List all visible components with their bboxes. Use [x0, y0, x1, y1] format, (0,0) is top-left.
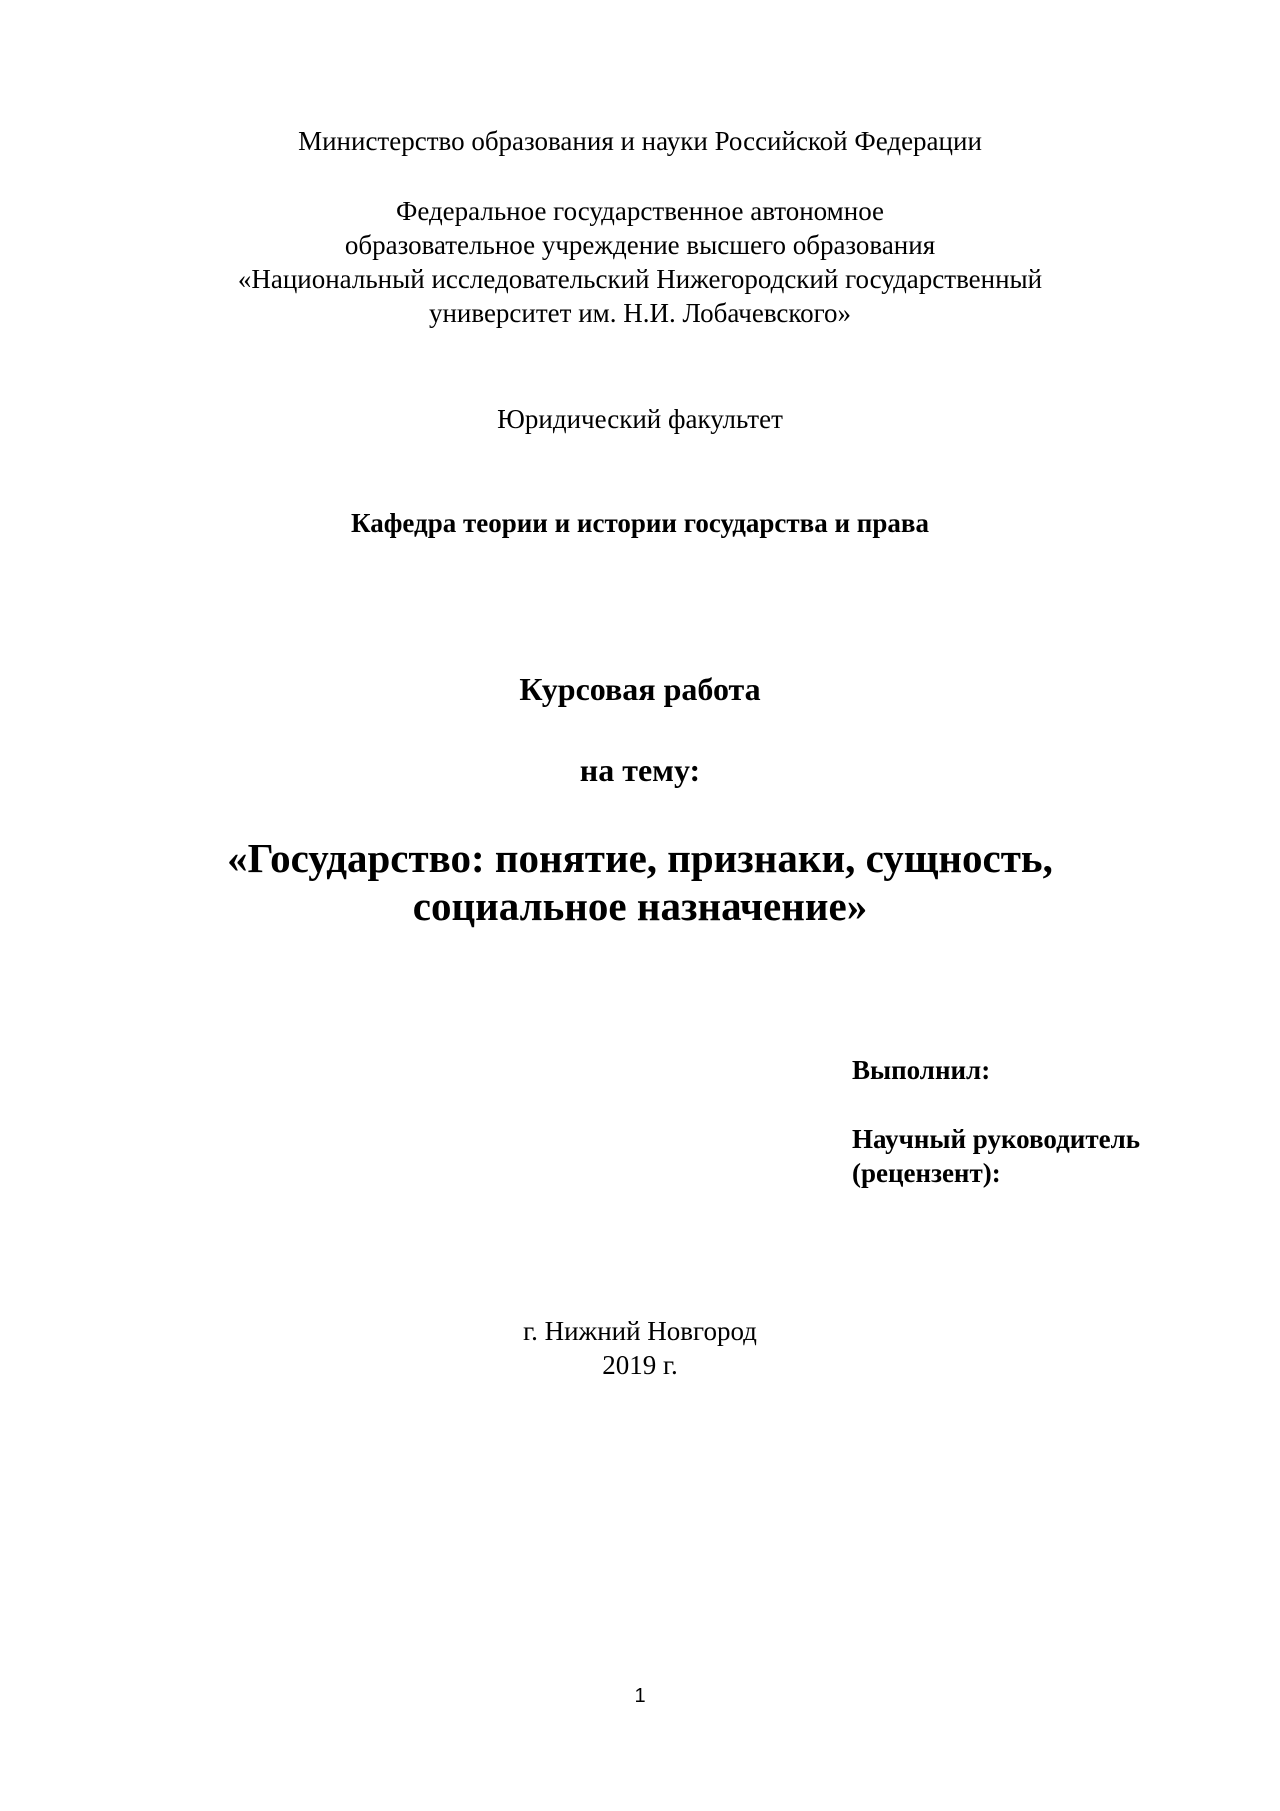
work-type-heading: Курсовая работа [519, 671, 761, 707]
institution-line-4: университет им. Н.И. Лобачевского» [428, 298, 852, 328]
faculty-line: Юридический факультет [497, 404, 783, 434]
ministry-line: Министерство образования и науки Российской Федерации [298, 126, 982, 156]
institution-line-3: «Национальный исследовательский Нижегородский государственный [237, 264, 1043, 294]
topic-title-line-1: «Государство: понятие, признаки, сущность, [227, 835, 1053, 881]
institution-line-2: образовательное учреждение высшего образования [344, 230, 936, 260]
performed-by-label: Выполнил: [852, 1055, 991, 1085]
institution-line-1: Федеральное государственное автономное [395, 196, 885, 226]
city-line: г. Нижний Новгород [523, 1316, 757, 1346]
year-line: 2019 г. [602, 1350, 678, 1380]
supervisor-label-line-1: Научный руководитель [852, 1124, 1140, 1154]
topic-title-line-2: социальное назначение» [412, 883, 868, 929]
topic-prefix: на тему: [579, 752, 701, 788]
supervisor-label-line-2: (рецензент): [852, 1158, 1001, 1188]
page-number: 1 [634, 1685, 646, 1707]
department-line: Кафедра теории и истории государства и права [351, 508, 929, 538]
